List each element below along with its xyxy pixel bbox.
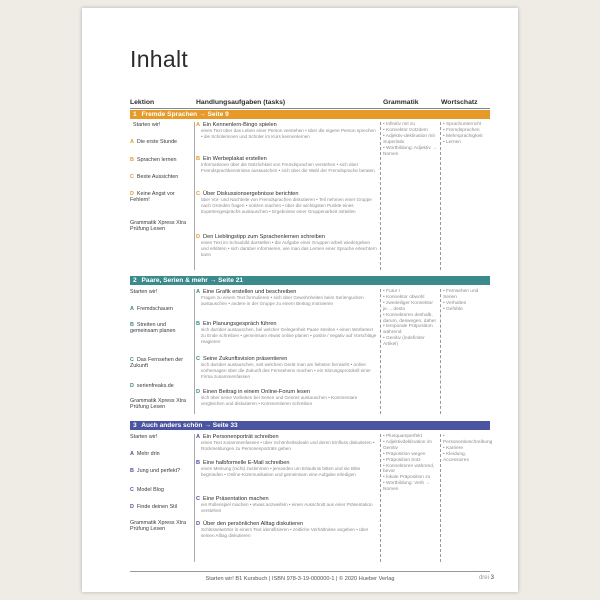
- lektion-item: Grammatik Xpress Xtra Prüfung Lesen: [130, 398, 187, 411]
- section-title: Auch anders schön: [141, 422, 203, 429]
- column-divider: [440, 434, 441, 562]
- section-band-3: [130, 421, 490, 430]
- task-item: C Eine Präsentation machen ein Rollenspiel machen • etwas anzweifeln • einen Ausschnitt aus einer Präsentation verstehen: [196, 496, 373, 514]
- column-header-handlungsaufgaben: Handlungsaufgaben (tasks): [196, 99, 286, 106]
- lektion-item: A Die erste Stunde: [130, 139, 178, 145]
- section-2-body: [130, 289, 490, 414]
- section-page-link[interactable]: → Seite 21: [209, 277, 244, 284]
- section-page-link[interactable]: → Seite 9: [199, 111, 229, 118]
- task-item: A Ein Personenporträt schreiben einen Text zusammenfassen • über Schönheitsideale und deren Einfluss diskutieren • Rückmeldungen zu Personenporträts geben: [196, 434, 375, 452]
- page-number: drei 3: [478, 575, 494, 581]
- lektion-item: Starten wir!: [133, 122, 161, 128]
- column-header-wortschatz: Wortschatz: [441, 99, 478, 106]
- section-title: Fremde Sprachen: [141, 111, 198, 118]
- column-divider: [440, 122, 441, 270]
- lektion-item: B Streiten und gemeinsam planen: [130, 322, 176, 335]
- section-number: 3: [133, 422, 137, 429]
- grammatik-column: • Infinitiv mit zu • Konnektor trotzdem • Adjektiv-deklination mit Superlativ • Wortbildung: Adjektiv → Nomen: [383, 122, 437, 157]
- task-item: D Einen Beitrag in einem Online-Forum lesen sich über seine Vorlieben bei Serien und Genres austauschen • Kommentare vergleichen und diskutieren • Kommentieren schreiben: [196, 389, 358, 407]
- task-item: A Eine Grafik erstellen und beschreiben Fragen zu einem Text formulieren • sich über Gewohnheiten beim Seriengucken austauschen • andere in der Gruppe zu einem Beitrag motivieren: [196, 289, 364, 307]
- lektion-item: C Beste Aussichten: [130, 174, 179, 180]
- task-item: B Ein Planungsgespräch führen sich darüber austauschen, bei welcher Gelegenheit Paare streiten • einen Werbetext zu Ende schreiben • gemeinsam etwas online planen • positiv / negativ auf Vorschläge reagieren: [196, 321, 377, 344]
- column-divider: [194, 122, 195, 270]
- wortschatz-column: • Fernsehen und Serien • Verhalten • Gefühle: [443, 289, 479, 312]
- column-divider: [194, 289, 195, 414]
- column-divider: [380, 289, 381, 414]
- section-band-1: [130, 110, 490, 119]
- task-item: C Über Diskussionsergebnisse berichten über Vor- und Nachteile von Fremdsprachen diskutieren • Teil nehmen einer Gruppe nach Gründen fragen • notizen machen • über die wichtigsten Punkte eines Expertengesprächs austauschen • Ergebnisse einer Gruppenarbeit mitteilen: [196, 191, 372, 214]
- lektion-item: Grammatik Xpress Xtra Prüfung Lesen: [130, 520, 187, 533]
- column-divider: [194, 434, 195, 562]
- lektion-item: C Das Fernsehen der Zukunft: [130, 357, 184, 370]
- section-title: Paare, Serien & mehr: [141, 277, 208, 284]
- lektion-item: C Model Blog: [130, 487, 164, 493]
- wortschatz-column: • Sprachunterricht • Fremdsprachen • Mehrsprachigkeit • Lernen: [443, 122, 483, 145]
- lektion-item: Starten wir!: [130, 289, 158, 295]
- lektion-item: Starten wir!: [130, 434, 158, 440]
- lektion-item: D Finde deinen Stil: [130, 504, 178, 510]
- column-header-lektion: Lektion: [130, 99, 155, 106]
- section-number: 1: [133, 111, 137, 118]
- wortschatz-column: • Personenbeschreibung • Karriere • Kleidung, Accessoires: [443, 434, 493, 463]
- footer-imprint: Starten wir! B1 Kursbuch | ISBN 978-3-19-000000-1 | © 2020 Hueber Verlag: [205, 576, 395, 582]
- task-item: B Ein Werbeplakat erstellen Informationen über die Nützlichkeit von Fremdsprachen verstehen • sich über Fremdsprachkenntnisse austauschen • sich über die Wahl der Fremdsprache beraten: [196, 156, 375, 174]
- task-item: D Über den persönlichen Alltag diskutieren Schlüsselwörter in einem Text identifizieren • zeitliche Verhältnisse angeben • über seinen Alltag diskutieren: [196, 521, 369, 539]
- column-divider: [380, 122, 381, 270]
- lektion-item: A Fremdschauen: [130, 306, 173, 312]
- section-page-link[interactable]: → Seite 33: [204, 422, 238, 429]
- column-header-grammatik: Grammatik: [383, 99, 419, 106]
- lektion-item: B Sprachen lernen: [130, 157, 177, 163]
- book-page: [82, 8, 518, 592]
- task-item: A Ein Kennenlern-Bingo spielen einen Text über das Leben einer Person verstehen • über die eigene Person sprechen • die Schülerinnen und Schüler im Kurs kennenlernen: [196, 122, 376, 140]
- section-1-body: [130, 122, 490, 272]
- section-3-body: [130, 434, 493, 564]
- task-item: C Seine Zukunftsvision präsentieren sich darüber austauschen, seit welchem Gerät man am liebsten fernsieht • online vorhersagen über die Zukunft des Fernsehens machen • ein Sitzungsprotokoll einer Firma zusammenfassen: [196, 356, 371, 379]
- column-divider: [440, 289, 441, 414]
- lektion-item: Grammatik Xpress Xtra Prüfung Lesen: [130, 220, 187, 233]
- section-band-2: [130, 276, 490, 285]
- task-item: B Eine halbformelle E-Mail schreiben einen Meinung (nicht) zustimmen • jemanden um Erlaubnis bitten und sie Bitte begründen • Online-Kommunikation und gemeinsam eine Aufgabe erledigen: [196, 460, 361, 478]
- footer-rule: [130, 571, 490, 572]
- lektion-item: D Keine Angst vor Fehlern!: [130, 191, 175, 204]
- column-divider: [380, 434, 381, 562]
- lektion-item: B Jung und perfekt?: [130, 468, 181, 474]
- grammatik-column: • Plusquamperfekt • Adjektivdeklination im Genitiv • Präposition wegen • Präposition trotz • Konnektoren während, bevor • lokale Präposition zu • Wortbildung: Verb → Nomen: [383, 434, 435, 493]
- section-number: 2: [133, 277, 137, 284]
- lektion-item: D serienfreaks.de: [130, 383, 174, 389]
- task-item: D Den Lieblingstipp zum Sprachenlernen schreiben einen Text im Schaubild darstellen • die Aufgabe einer Gruppen arbeit wiedergeben und erklären • sich darüber informieren, wie man das Lernen einer Sprache erleichtern kann: [196, 234, 377, 257]
- grammatik-column: • Futur I • Konnektor obwohl • zweiteiliger Konnektor je ... desto • Konnektoren deshalb, darum, deswegen, daher • temporale Präposition während • Genitiv (indefiniter Artikel): [383, 289, 437, 348]
- page-title: Inhalt: [130, 46, 189, 72]
- lektion-item: A Mehr drin: [130, 451, 160, 457]
- header-rule: [130, 108, 490, 109]
